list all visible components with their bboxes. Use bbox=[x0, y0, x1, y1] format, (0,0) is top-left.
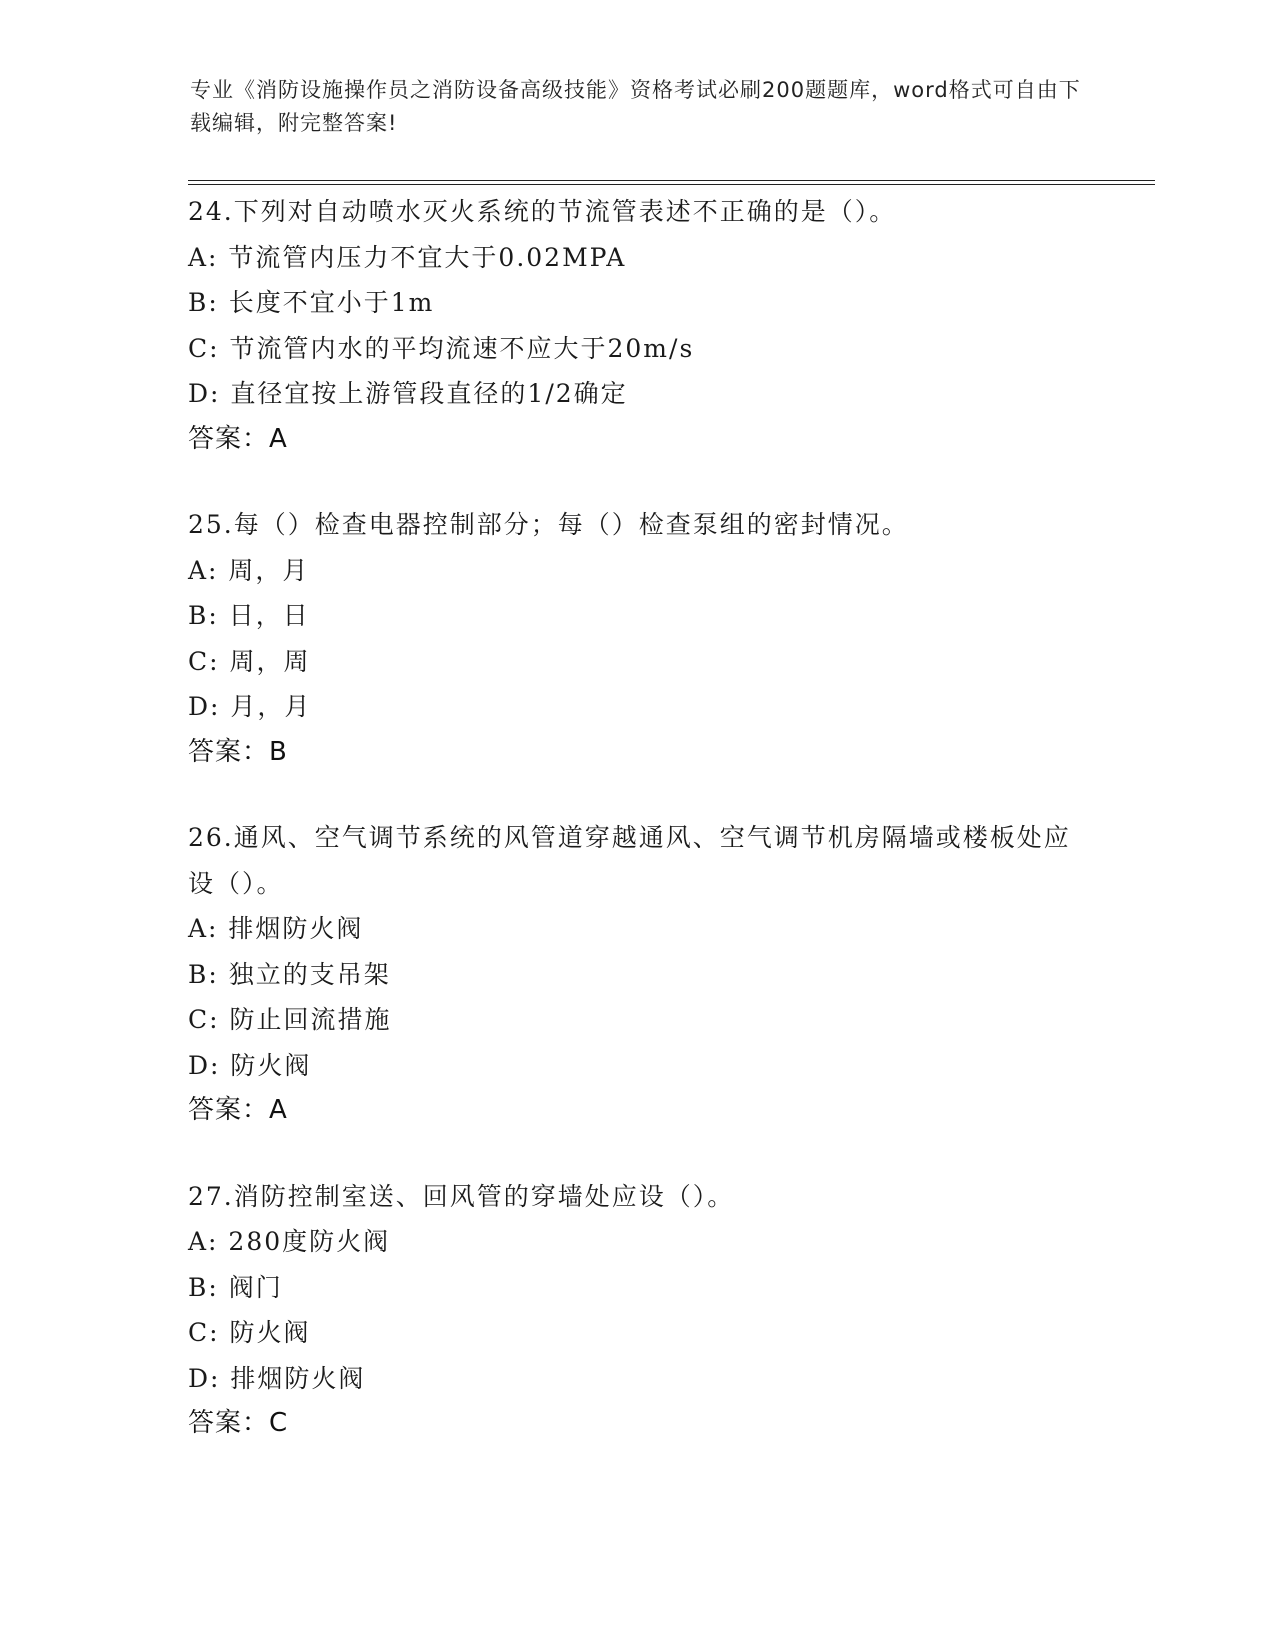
option-d: D: 直径宜按上游管段直径的1/2确定 bbox=[188, 379, 628, 408]
question-25 bbox=[188, 502, 1088, 775]
answer-label: 答案：A bbox=[188, 1095, 288, 1125]
question-stem: 24.下列对自动喷水灭火系统的节流管表述不正确的是（）。 bbox=[188, 197, 897, 226]
question-27 bbox=[188, 1174, 1088, 1447]
option-d: D: 月，月 bbox=[188, 692, 312, 721]
question-stem: 26.通风、空气调节系统的风管道穿越通风、空气调节机房隔墙或楼板处应设（）。 bbox=[188, 823, 1071, 898]
question-list bbox=[188, 189, 1088, 1487]
question-stem: 25.每（）检查电器控制部分；每（）检查泵组的密封情况。 bbox=[188, 510, 909, 539]
option-b: B: 日，日 bbox=[188, 601, 310, 630]
option-a: A: 280度防火阀 bbox=[188, 1227, 391, 1256]
option-a: A: 节流管内压力不宜大于0.02MPA bbox=[188, 242, 627, 272]
question-26 bbox=[188, 815, 1088, 1134]
option-b: B: 长度不宜小于1m bbox=[188, 288, 435, 317]
answer-label: 答案：B bbox=[188, 736, 288, 767]
document-header: 专业《消防设施操作员之消防设备高级技能》资格考试必刷200题题库，word格式可自由下载编辑，附完整答案! bbox=[190, 78, 1081, 135]
option-a: A: 排烟防火阀 bbox=[188, 914, 364, 943]
answer-label: 答案：C bbox=[188, 1408, 289, 1438]
answer-label: 答案：A bbox=[188, 423, 288, 454]
option-d: D: 防火阀 bbox=[188, 1050, 312, 1080]
header-divider-top bbox=[188, 180, 1155, 181]
option-b: B: 阀门 bbox=[188, 1272, 283, 1302]
option-c: C: 周，周 bbox=[188, 646, 311, 676]
option-d: D: 排烟防火阀 bbox=[188, 1363, 366, 1393]
option-c: C: 防止回流措施 bbox=[188, 1005, 392, 1034]
option-a: A: 周，月 bbox=[188, 555, 310, 585]
option-b: B: 独立的支吊架 bbox=[188, 959, 391, 989]
header-divider-bottom bbox=[188, 184, 1155, 185]
question-stem: 27.消防控制室送、回风管的穿墙处应设（）。 bbox=[188, 1181, 735, 1211]
question-24 bbox=[188, 189, 1088, 462]
option-c: C: 防火阀 bbox=[188, 1318, 311, 1347]
option-c: C: 节流管内水的平均流速不应大于20m/s bbox=[188, 333, 695, 363]
